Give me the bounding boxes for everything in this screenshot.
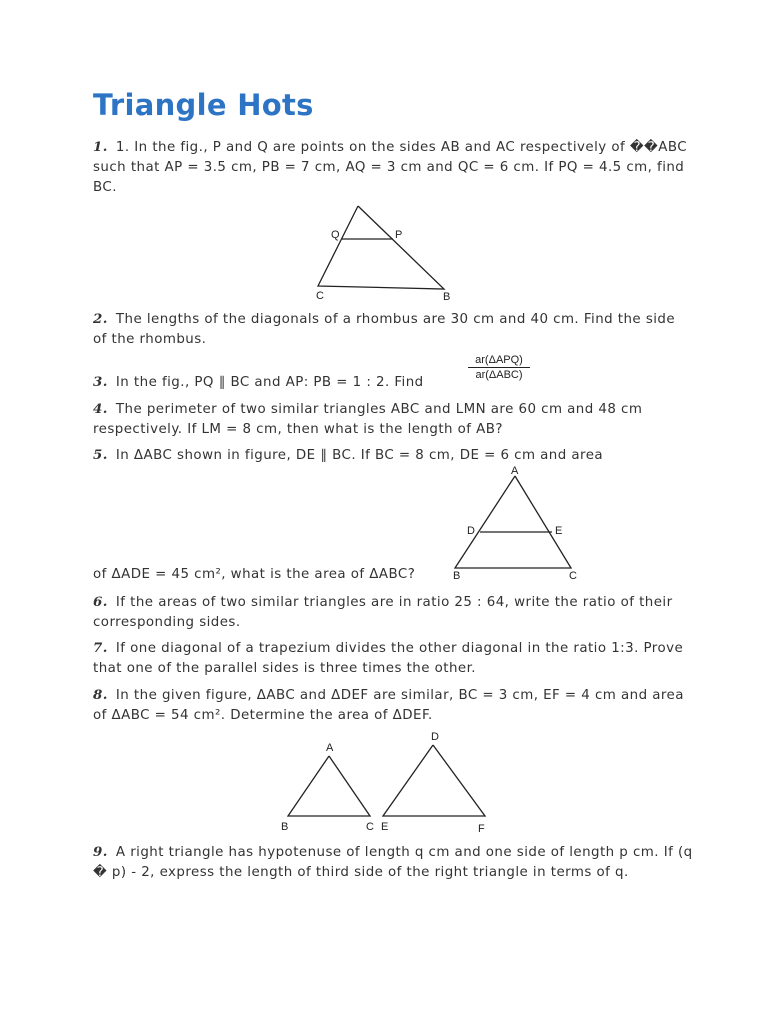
question-number: 3. (93, 374, 108, 390)
question-number: 5. (93, 447, 108, 463)
question-text: In the given figure, ΔABC and ΔDEF are similar, BC = 3 cm, EF = 4 cm and area of ΔABC = 54 cm². Determine the area of ΔDEF. (93, 688, 684, 723)
question-9 (93, 842, 693, 883)
question-text: If one diagonal of a trapezium divides the other diagonal in the ratio 1:3. Prove that one of the parallel sides is three times the other. (93, 641, 684, 676)
question-number: 8. (93, 687, 108, 703)
question-4 (93, 399, 693, 440)
question-number: 4. (93, 401, 108, 417)
label-p: P (395, 229, 403, 241)
question-text: 1. In the fig., P and Q are points on the sides AB and AC respectively of ��ABC such that AP = 3.5 cm, PB = 7 cm, AQ = 3 cm and QC = 6 cm. If PQ = 4.5 cm, find BC. (93, 140, 688, 195)
question-text: A right triangle has hypotenuse of length q cm and one side of length p cm. If (q � p) - 2, express the length of third side of the right triangle in terms of q. (93, 845, 693, 880)
label-a: A (511, 465, 519, 477)
question-number: 9. (93, 844, 108, 860)
label-b: B (453, 570, 461, 582)
fraction-denominator: ar(ΔABC) (475, 369, 523, 381)
question-text: The perimeter of two similar triangles ABC and LMN are 60 cm and 48 cm respectively. If LM = 8 cm, then what is the length of AB? (93, 402, 643, 437)
question-text: of ΔADE = 45 cm², what is the area of ΔABC? (93, 567, 416, 582)
question-number: 1. (93, 139, 108, 155)
label-e: E (381, 821, 389, 833)
figure-triangle-pq (310, 200, 460, 304)
question-text: If the areas of two similar triangles are in ratio 25 : 64, write the ratio of their corresponding sides. (93, 595, 673, 630)
question-5-continued (93, 565, 693, 585)
question-text: In the fig., PQ ∥ BC and AP: PB = 1 : 2. Find (115, 375, 424, 390)
question-3 (93, 372, 693, 393)
label-c: C (366, 821, 374, 833)
question-text: The lengths of the diagonals of a rhombus are 30 cm and 40 cm. Find the side of the rhombus. (93, 312, 676, 347)
figure-similar-triangles (275, 728, 495, 838)
question-8 (93, 685, 693, 726)
label-c: C (316, 290, 324, 302)
question-number: 2. (93, 311, 108, 327)
label-q: Q (331, 229, 340, 241)
question-5 (93, 445, 693, 466)
question-2 (93, 309, 693, 350)
question-text: In ΔABC shown in figure, DE ∥ BC. If BC = 8 cm, DE = 6 cm and area (115, 448, 604, 463)
label-a: A (326, 742, 334, 754)
question-number: 7. (93, 640, 108, 656)
area-ratio-fraction (468, 354, 530, 381)
label-d: D (467, 525, 475, 537)
label-d: D (431, 731, 439, 743)
question-1 (93, 137, 693, 198)
question-number: 6. (93, 594, 108, 610)
question-7 (93, 638, 693, 679)
label-e: E (555, 525, 563, 537)
page-title: Triangle Hots (93, 88, 314, 122)
label-b: B (281, 821, 289, 833)
label-c: C (569, 570, 577, 582)
fraction-numerator: ar(ΔAPQ) (468, 354, 530, 368)
label-b: B (443, 291, 451, 303)
label-f: F (478, 823, 485, 835)
question-6 (93, 592, 693, 633)
